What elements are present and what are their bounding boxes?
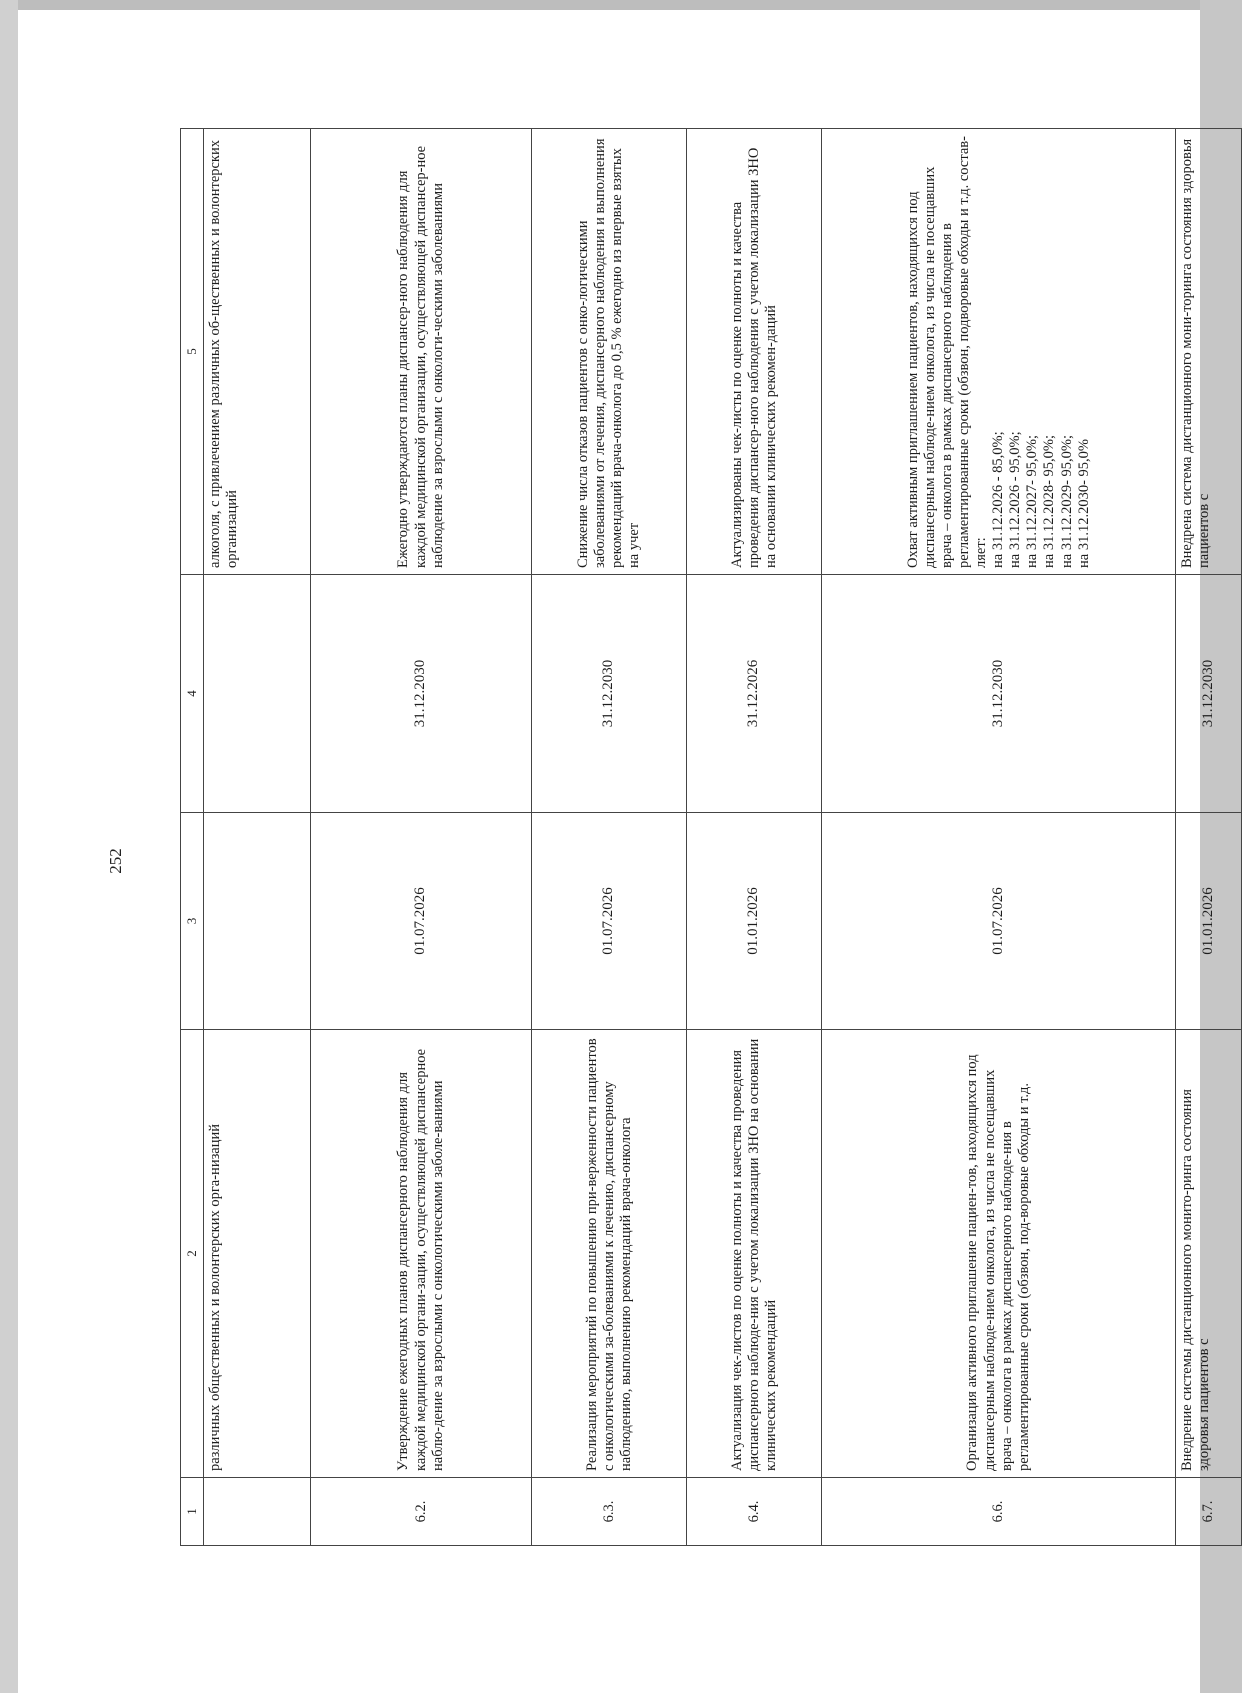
result-line: на 31.12.2027- 95,0%; xyxy=(1024,434,1041,568)
result-line: на 31.12.2030- 95,0% xyxy=(1075,439,1092,568)
row-number: 6.4. xyxy=(687,1478,822,1546)
measures-table xyxy=(180,128,1242,1546)
start-date-cell: 01.01.2026 xyxy=(687,813,822,1030)
measure-cell: Актуализация чек-листов по оценке полноты и качества проведения диспансерного наблюде-ния с учетом локализации ЗНО на основании клинических рекомендаций xyxy=(687,1030,822,1478)
result-line: на 31.12.2029- 95,0%; xyxy=(1058,434,1075,568)
result-text: алкоголя, с привлечением различных об-щественных и волонтерских организаций xyxy=(206,140,241,568)
end-date-cell: 31.12.2030 xyxy=(1176,575,1242,813)
end-date-cell: 31.12.2026 xyxy=(687,575,822,813)
table-row xyxy=(532,129,687,1546)
header-col-1: 1 xyxy=(181,1478,204,1546)
measure-cell: Утверждение ежегодных планов диспансерного наблюдения для каждой медицинской органи-зации, осуществляющей диспансерное наблю-дение за взрослыми с онкологическими заболе-ваниями xyxy=(311,1030,532,1478)
result-text: Актуализированы чек-листы по оценке полноты и качества проведения диспансер-ного наблюдения с учетом локализации ЗНО на основании клинических рекомен-даций xyxy=(728,147,779,568)
end-date-cell: 31.12.2030 xyxy=(821,575,1175,813)
result-cell xyxy=(687,129,822,575)
row-number: 6.3. xyxy=(532,1478,687,1546)
header-col-4: 4 xyxy=(181,575,204,813)
result-text: Снижение числа отказов пациентов с онко-логическими заболеваниями от лечения, диспансерного наблюдения и выполнения рекомендаций врача-онколога до 0,5 % ежегодно из впервые взятых на учет xyxy=(575,138,643,568)
end-date-cell: 31.12.2030 xyxy=(532,575,687,813)
result-text: Охват активным приглашением пациентов, находящихся под диспансерным наблюде-нием онколога, из числа не посещавших врача – онколога в рамках диспансерного наблюдения в регламентированные сроки (обзвон, подворовые обходы и т.д. состав-ляет: xyxy=(904,136,989,568)
result-line: на 31.12.2028- 95,0%; xyxy=(1041,434,1058,568)
scan-margin-top xyxy=(0,0,1200,10)
result-cell xyxy=(311,129,532,575)
end-date-cell: 31.12.2030 xyxy=(311,575,532,813)
result-line: на 31.12.2026 - 85,0%; xyxy=(990,431,1007,568)
result-cell xyxy=(203,129,310,575)
start-date-cell: 01.07.2026 xyxy=(821,813,1175,1030)
result-line: на 31.12.2026 - 95,0%; xyxy=(1007,431,1024,568)
start-date-cell: 01.01.2026 xyxy=(1176,813,1242,1030)
rotated-table-container xyxy=(180,129,1242,1546)
start-date-cell: 01.07.2026 xyxy=(311,813,532,1030)
start-date-cell: 01.07.2026 xyxy=(532,813,687,1030)
row-number xyxy=(203,1478,310,1546)
table-header-row xyxy=(181,129,204,1546)
header-col-3: 3 xyxy=(181,813,204,1030)
end-date-cell xyxy=(203,575,310,813)
measure-cell: Внедрение системы дистанционного монито-ринга состояния здоровья пациентов с xyxy=(1176,1030,1242,1478)
measure-cell: Реализация мероприятий по повышению при-верженности пациентов с онкологическими за-болеваниями к лечению, диспансерному наблюдению, выполнению рекомендаций врача-онколога xyxy=(532,1030,687,1478)
result-cell xyxy=(1176,129,1242,575)
row-number: 6.6. xyxy=(821,1478,1175,1546)
table-row xyxy=(203,129,310,1546)
page-number: 252 xyxy=(106,848,125,874)
table-row xyxy=(821,129,1175,1546)
table-row xyxy=(1176,129,1242,1546)
row-number: 6.2. xyxy=(311,1478,532,1546)
scan-margin-left xyxy=(0,0,18,1693)
measure-cell: различных общественных и волонтерских орга-низаций xyxy=(203,1030,310,1478)
row-number: 6.7. xyxy=(1176,1478,1242,1546)
table-row xyxy=(687,129,822,1546)
result-text: Внедрена система дистанционного мони-торинга состояния здоровья пациентов с xyxy=(1179,138,1213,568)
header-col-2: 2 xyxy=(181,1030,204,1478)
table-row xyxy=(311,129,532,1546)
measure-cell: Организация активного приглашение пациен-тов, находящихся под диспансерным наблюде-нием онколога, из числа не посещавших врача – онколога в рамках диспансерного наблюде-ния в регламентированные сроки (обзвон, под-воровые обходы и т.д. xyxy=(821,1030,1175,1478)
header-col-5: 5 xyxy=(181,129,204,575)
start-date-cell xyxy=(203,813,310,1030)
result-cell xyxy=(821,129,1175,575)
result-cell xyxy=(532,129,687,575)
result-text: Ежегодно утверждаются планы диспансер-ного наблюдения для каждой медицинской организации, осуществляющей диспансер-ное наблюдение за взрослыми с онкологи-ческими заболеваниями xyxy=(395,145,446,568)
